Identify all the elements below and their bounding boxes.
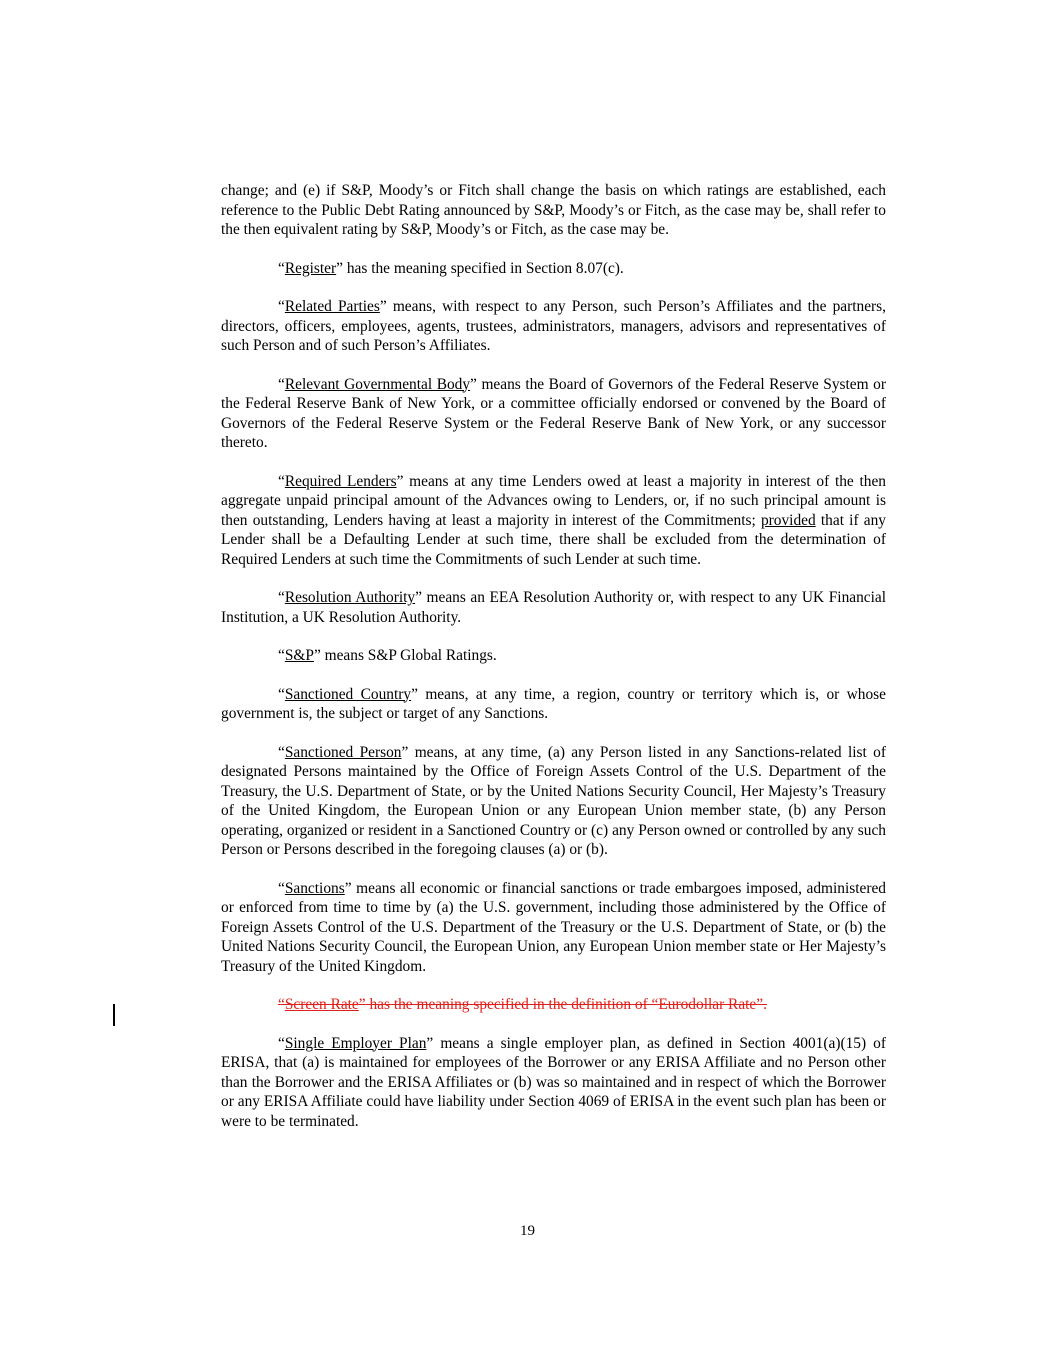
definition-sanctioned-person: “Sanctioned Person” means, at any time, (a) any Person listed in any Sanctions-related list of designated Persons maintained by the Office of Foreign Assets Control of the U.S. Department of the Treasury, the U.S. Department of State, or by the United Nations Security Council, Her Majesty’s Treasury of the United Kingdom, the European Union or any European Union member state, (b) any Person operating, organized or resident in a Sanctioned Country or (c) any Person owned or controlled by any such Person or Persons described in the foregoing clauses (a) or (b). (221, 743, 886, 858)
deleted-definition-screen-rate: “Screen Rate” has the meaning specified in the definition of “Eurodollar Rate”. (278, 996, 767, 1013)
definition-register: “Register” has the meaning specified in Section 8.07(c). (278, 259, 624, 277)
defined-term: Screen Rate (284, 996, 359, 1013)
defined-term: Sanctioned Person (284, 743, 402, 761)
defined-term: Sanctions (284, 879, 345, 897)
defined-term: Register (284, 259, 337, 277)
provided-term: provided (760, 511, 816, 529)
defined-term: Relevant Governmental Body (284, 375, 471, 393)
page-number: 19 (520, 1223, 535, 1239)
defined-term: Single Employer Plan (284, 1034, 427, 1052)
definition-relevant-governmental-body: “Relevant Governmental Body” means the Board of Governors of the Federal Reserve System or the Federal Reserve Bank of New York, or a committee officially endorsed or convened by the Board of Governors of the Federal Reserve System or the Federal Reserve Bank of New York, or any successor thereto. (221, 375, 886, 451)
definition-single-employer-plan: “Single Employer Plan” means a single employer plan, as defined in Section 4001(a)(15) of ERISA, that (a) is maintained for employees of the Borrower or any ERISA Affiliate and no Person other than the Borrower and the ERISA Affiliates or (b) was so maintained and in respect of which the Borrower or any ERISA Affiliate could have liability under Section 4069 of ERISA in the event such plan has been or were to be terminated. (221, 1034, 886, 1130)
definition-sanctions: “Sanctions” means all economic or financial sanctions or trade embargoes imposed, administered or enforced from time to time by (a) the U.S. government, including those administered by the Office of Foreign Assets Control of the U.S. Department of the Treasury or the U.S. Department of State, or (b) the United Nations Security Council, the European Union, any European Union member state or Her Majesty’s Treasury of the United Kingdom. (221, 879, 886, 975)
definition-resolution-authority: “Resolution Authority” means an EEA Resolution Authority or, with respect to any UK Financial Institution, a UK Resolution Authority. (221, 589, 887, 626)
continuation-paragraph: change; and (e) if S&P, Moody’s or Fitch shall change the basis on which ratings are established, each reference to the Public Debt Rating announced by S&P, Moody’s or Fitch, as the case may be, shall refer to the then equivalent rating by S&P, Moody’s or Fitch, as the case may be. (221, 182, 886, 238)
defined-term: Related Parties (284, 298, 380, 315)
defined-term: Required Lenders (284, 472, 397, 490)
defined-term: Sanctioned Country (284, 685, 412, 703)
definition-sanctioned-country: “Sanctioned Country” means, at any time, a region, country or territory which is, or whose government is, the subject or target of any Sanctions. (221, 685, 886, 722)
definition-related-parties: “Related Parties” means, with respect to any Person, such Person’s Affiliates and the partners, directors, officers, employees, agents, trustees, administrators, managers, advisors and representatives of such Person and of such Person’s Affiliates. (221, 298, 886, 354)
definition-required-lenders: “Required Lenders” means at any time Lenders owed at least a majority in interest of the then aggregate unpaid principal amount of the Advances owing to Lenders, or, if no such principal amount is then outstanding, Lenders having at least a majority in interest of the Commitments; provided that if any Lender shall be a Defaulting Lender at such time, there shall be excluded from the determination of Required Lenders at such time the Commitments of such Lender at such time. (221, 472, 887, 568)
document-body (221, 181, 886, 1131)
definition-sp: “S&P” means S&P Global Ratings. (278, 647, 497, 664)
defined-term: Resolution Authority (284, 589, 416, 606)
defined-term: S&P (284, 647, 314, 664)
revision-change-bar (113, 1004, 115, 1026)
